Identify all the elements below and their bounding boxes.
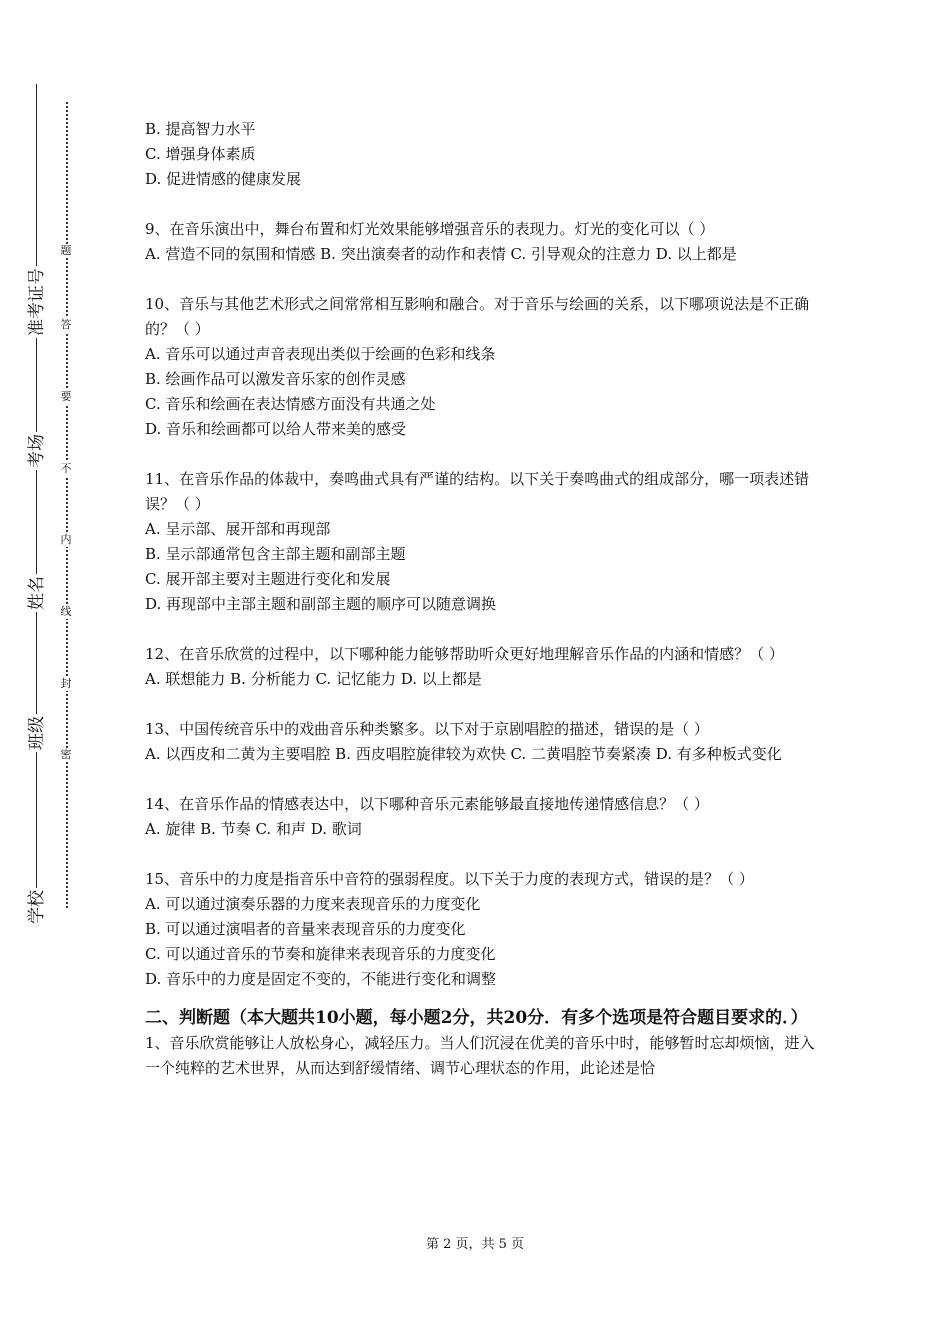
q15-stem: 15、音乐中的力度是指音乐中音符的强弱程度。以下关于力度的表现方式，错误的是？（ ） — [145, 870, 754, 888]
q10-stem: 10、音乐与其他艺术形式之间常常相互影响和融合。对于音乐与绘画的关系，以下哪项说法是不正确的？（ ） — [145, 295, 810, 338]
seal-char: 题 — [58, 244, 74, 258]
seal-char: 线 — [58, 605, 74, 619]
section-heading: 二、判断题（本大题共10小题，每小题2分，共20分．有多个选项是符合题目要求的．） — [145, 1008, 808, 1028]
q8-option: C. 增强身体素质 — [145, 145, 256, 163]
question-content — [145, 117, 815, 1081]
q11-stem: 11、在音乐作品的体裁中，奏鸣曲式具有严谨的结构。以下关于奏鸣曲式的组成部分，哪一项表述错误？（ ） — [145, 470, 810, 513]
q14-options: A. 旋律 B. 节奏 C. 和声 D. 歌词 — [145, 820, 362, 838]
q13-options: A. 以西皮和二黄为主要唱腔 B. 西皮唱腔旋律较为欢快 C. 二黄唱腔节奏紧凑 D. 有多种板式变化 — [145, 745, 782, 763]
q11-option: B. 呈示部通常包含主部主题和副部主题 — [145, 545, 406, 563]
seal-char: 封 — [58, 677, 74, 691]
q13-stem: 13、中国传统音乐中的戏曲音乐种类繁多。以下对于京剧唱腔的描述，错误的是（ ） — [145, 720, 709, 738]
field-class: 班级 — [22, 714, 47, 752]
q15-option: B. 可以通过演唱者的音量来表现音乐的力度变化 — [145, 920, 466, 938]
q8-option: B. 提高智力水平 — [145, 120, 256, 138]
q15-option: C. 可以通过音乐的节奏和旋律来表现音乐的力度变化 — [145, 945, 496, 963]
binding-margin — [0, 0, 110, 1344]
q8-option: D. 促进情感的健康发展 — [145, 170, 302, 188]
seal-char: 要 — [58, 390, 74, 404]
binding-solid-line — [36, 84, 37, 914]
q15-option: A. 可以通过演奏乐器的力度来表现音乐的力度变化 — [145, 895, 481, 913]
seal-dotted-line — [66, 102, 68, 908]
page-footer: 第 2 页，共 5 页 — [425, 1237, 525, 1252]
seal-char: 不 — [58, 462, 74, 476]
seal-char: 内 — [58, 533, 74, 547]
q10-option: D. 音乐和绘画都可以给人带来美的感受 — [145, 420, 407, 438]
q9-stem: 9、在音乐演出中，舞台布置和灯光效果能够增强音乐的表现力。灯光的变化可以（ ） — [145, 220, 715, 238]
judgment-q1: 1、音乐欣赏能够让人放松身心，减轻压力。当人们沉浸在优美的音乐中时，能够暂时忘却烦恼，进入一个纯粹的艺术世界，从而达到舒缓情绪、调节心理状态的作用，此论述是恰 — [145, 1034, 815, 1077]
q11-option: D. 再现部中主部主题和副部主题的顺序可以随意调换 — [145, 595, 497, 613]
q15-option: D. 音乐中的力度是固定不变的，不能进行变化和调整 — [145, 970, 497, 988]
q14-stem: 14、在音乐作品的情感表达中，以下哪种音乐元素能够最直接地传递情感信息？（ ） — [145, 795, 709, 813]
q11-option: A. 呈示部、展开部和再现部 — [145, 520, 331, 538]
field-name: 姓名 — [22, 574, 47, 612]
field-school: 学校 — [22, 888, 47, 926]
q11-option: C. 展开部主要对主题进行变化和发展 — [145, 570, 391, 588]
seal-char: 密 — [58, 748, 74, 762]
q9-options: A. 营造不同的氛围和情感 B. 突出演奏者的动作和表情 C. 引导观众的注意力 D. 以上都是 — [145, 245, 737, 263]
q10-option: A. 音乐可以通过声音表现出类似于绘画的色彩和线条 — [145, 345, 496, 363]
seal-char: 答 — [58, 318, 74, 332]
q10-option: C. 音乐和绘画在表达情感方面没有共通之处 — [145, 395, 436, 413]
field-exam-number: 准考证号 — [22, 266, 47, 338]
q12-stem: 12、在音乐欣赏的过程中，以下哪种能力能够帮助听众更好地理解音乐作品的内涵和情感？（ ） — [145, 645, 784, 663]
field-exam-room: 考场 — [22, 432, 47, 470]
q10-option: B. 绘画作品可以激发音乐家的创作灵感 — [145, 370, 406, 388]
q12-options: A. 联想能力 B. 分析能力 C. 记忆能力 D. 以上都是 — [145, 670, 482, 688]
